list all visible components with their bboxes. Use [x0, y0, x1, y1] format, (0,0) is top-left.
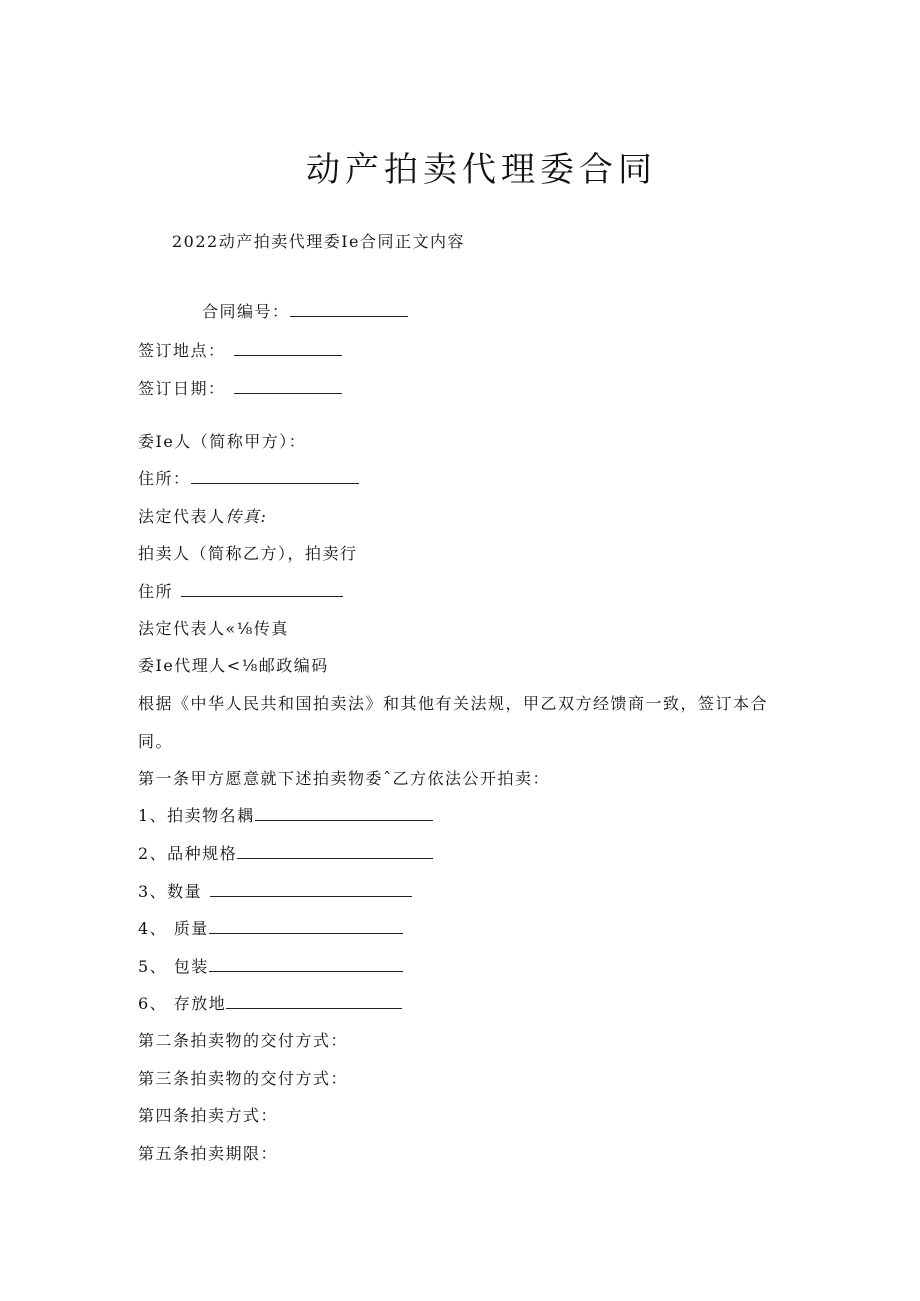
article-2: 第二条拍卖物的交付方式：: [138, 1031, 349, 1050]
article-1: 第一条甲方愿意就下述拍卖物委ˆ乙方依法公开拍卖：: [138, 769, 551, 788]
principal-rep-label: 法定代表人: [138, 507, 226, 526]
article-3: 第三条拍卖物的交付方式：: [138, 1069, 349, 1088]
auctioneer-address-row: [138, 582, 343, 602]
principal-address-row: [138, 469, 359, 489]
principal-fax-label: 传真:: [225, 507, 268, 526]
document-title: 动产拍卖代理委合同: [306, 150, 657, 190]
sign-place-label: 签订地点：: [138, 341, 226, 360]
sign-date-label: 签订日期：: [138, 379, 226, 398]
basis-line-2: 同。: [138, 732, 174, 751]
document-subtitle: 2022动产拍卖代理委Ie合同正文内容: [172, 232, 466, 251]
agent-postcode: 委Ie代理人<⅛邮政编码: [138, 656, 329, 675]
sign-place-row: [138, 341, 342, 361]
item-4-label: 4、 质量: [138, 919, 209, 938]
item-2-label: 2、品种规格: [138, 844, 238, 863]
item-6-blank: [226, 994, 402, 1009]
basis-line-1: 根据《中华人民共和国拍卖法》和其他有关法规，甲乙双方经馈商一致，签订本合: [138, 694, 769, 713]
contract-number-row: [202, 302, 408, 322]
principal-address-blank: [191, 469, 359, 484]
sign-place-blank: [234, 341, 342, 356]
item-6-label: 6、 存放地: [138, 994, 227, 1013]
auctioneer-label: 拍卖人（简称乙方），拍卖行: [138, 544, 358, 563]
contract-number-label: 合同编号：: [202, 302, 290, 321]
item-5-blank: [209, 957, 403, 972]
item-2-row: [138, 844, 433, 864]
auctioneer-address-label: 住所: [138, 582, 174, 601]
sign-date-row: [138, 379, 342, 399]
principal-address-label: 住所：: [138, 469, 191, 488]
item-6-row: [138, 994, 402, 1014]
item-4-row: [138, 919, 403, 939]
item-4-blank: [209, 919, 403, 934]
contract-number-blank: [290, 302, 408, 317]
article-5: 第五条拍卖期限：: [138, 1144, 279, 1163]
auctioneer-address-blank: [181, 582, 343, 597]
item-3-row: [138, 882, 412, 902]
item-1-label: 1、拍卖物名耦: [138, 806, 255, 825]
item-5-row: [138, 957, 403, 977]
item-3-blank: [210, 882, 412, 897]
item-3-label: 3、数量: [138, 882, 203, 901]
item-1-blank: [255, 806, 433, 821]
sign-date-blank: [234, 379, 342, 394]
item-1-row: [138, 806, 433, 826]
item-2-blank: [237, 844, 433, 859]
article-4: 第四条拍卖方式：: [138, 1106, 279, 1125]
item-5-label: 5、 包装: [138, 957, 209, 976]
principal-rep-row: [138, 507, 267, 527]
principal-label: 委Ie人（简称甲方）：: [138, 432, 307, 451]
auctioneer-rep-fax: 法定代表人«⅛传真: [138, 619, 289, 638]
